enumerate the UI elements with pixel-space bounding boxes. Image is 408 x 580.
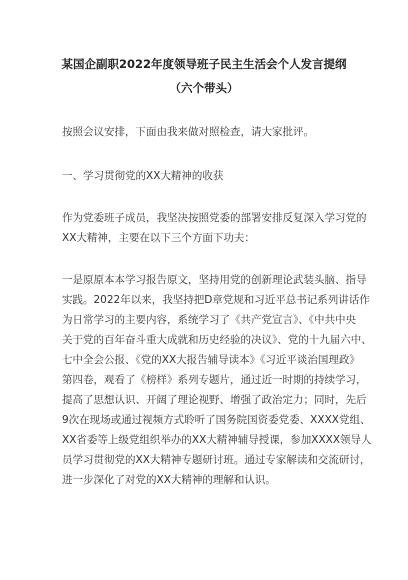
document-title: 某国企副职2022年度领导班子民主生活会个人发言提纲 bbox=[61, 57, 347, 71]
intro-line: 按照会议安排，下面由我来做对照检查，请大家批评。 bbox=[62, 126, 314, 138]
paragraph-line: 为日常学习的主要内容，系统学习了《共产党宣言》、《中共中央 bbox=[62, 314, 356, 326]
paragraph-line: 提高了思想认识、开阔了理论视野、增强了政治定力；同时，先后 bbox=[62, 394, 367, 406]
paragraph-line: 实践。2022年以来，我坚持把D章党规和习近平总书记系列讲话作 bbox=[62, 294, 370, 306]
paragraph-line: 第四卷，观看了《榜样》系列专题片，通过近一时期的持续学习， bbox=[62, 374, 367, 386]
document-subtitle: （六个带头） bbox=[169, 81, 239, 95]
paragraph-line: 作为党委班子成员，我坚决按照党委的部署安排反复深入学习党的 bbox=[62, 212, 367, 224]
paragraph-line: 9次在现场或通过视频方式聆听了国务院国资委党委、XXXX党组、 bbox=[62, 414, 371, 426]
paragraph-line: 进一步深化了对党的XX大精神的理解和认识。 bbox=[62, 474, 276, 486]
paragraph-line: XX大精神，主要在以下三个方面下功夫： bbox=[62, 232, 255, 244]
paragraph-2 bbox=[62, 270, 372, 490]
paragraph-line: 七中全会公报、《党的XX大报告辅导读本》《习近平谈治国理政》 bbox=[62, 354, 360, 366]
paragraph-line: 关于党的百年奋斗重大成就和历史经验的决议》、党的十九届六中、 bbox=[62, 334, 372, 346]
paragraph-line: 一是原原本本学习报告原文，坚持用党的创新理论武装头脑、指导 bbox=[62, 274, 367, 286]
section-heading-text: 一、学习贯彻党的XX大精神的收获 bbox=[62, 170, 224, 182]
paragraph-line: XX省委等上级党组织举办的XX大精神辅导授课，参加XXXX领导人 bbox=[62, 434, 372, 446]
section-heading bbox=[62, 166, 223, 186]
paragraph-1 bbox=[62, 208, 367, 248]
paragraph-line: 员学习贯彻党的XX大精神专题研讨班。通过专家解读和交流研讨， bbox=[62, 454, 371, 466]
intro-paragraph bbox=[62, 122, 314, 142]
